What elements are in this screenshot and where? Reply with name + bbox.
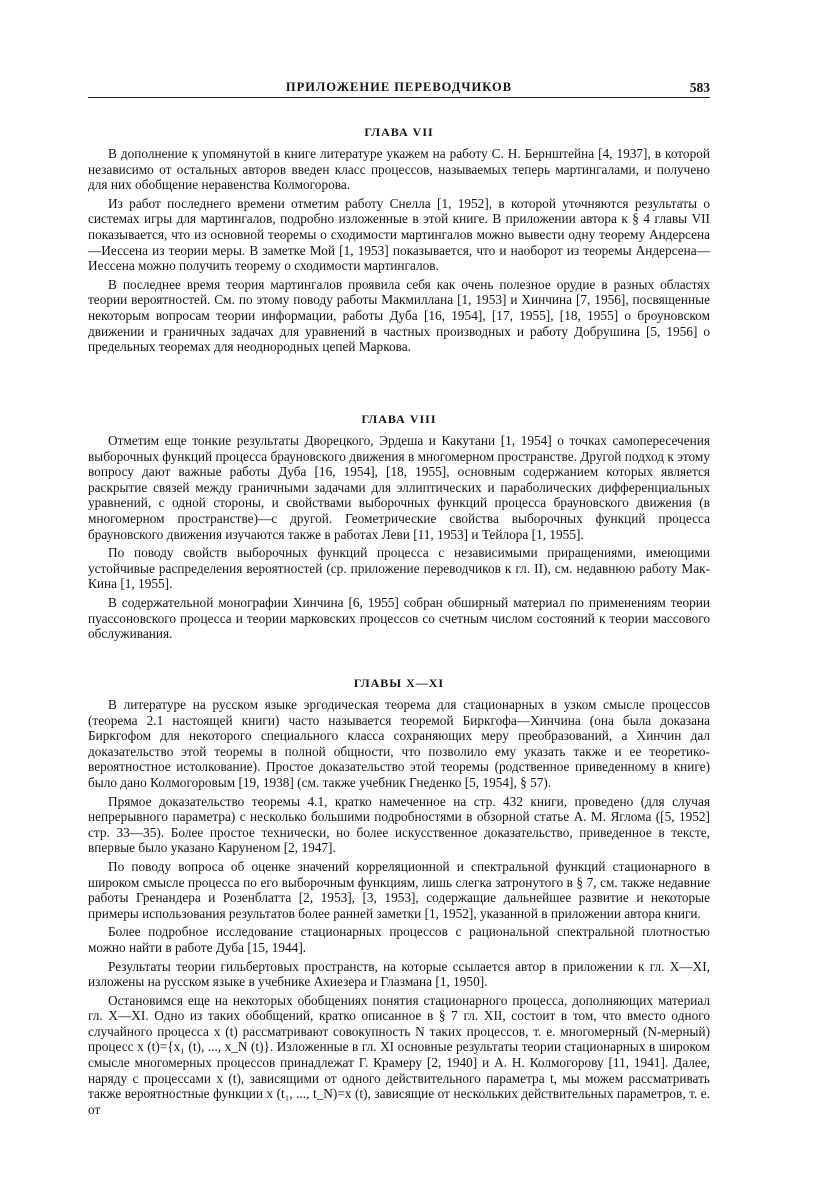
paragraph: По поводу свойств выборочных функций процесса с независимыми приращениями, имеющими устойчивые распределения вероятностей (ср. приложение переводчиков к гл. II), см. недавнюю работу Мак-Кина [1, 1955]. — [88, 545, 710, 592]
section-body — [88, 146, 710, 358]
paragraph: По поводу вопроса об оценке значений корреляционной и спектральной функций стационарного в широком смысле процесса по его выборочным функциям, лишь слегка затронутого в § 7, см. также недавние работы Гренандера и Розенблатта [2, 1953], [3, 1953], содержащие дальнейшее развитие и некоторые примеры использования результатов более ранней заметки [1, 1952], указанной в приложении автора книги. — [88, 858, 710, 921]
paragraph: Более подробное исследование стационарных процессов с рациональной спектральной плотностью можно найти в работе Дуба [15, 1944]. — [88, 924, 710, 955]
paragraph: Остановимся еще на некоторых обобщениях понятия стационарного процесса, дополняющих материал гл. X—XI. Одно из таких обобщений, кратко описанное в § 7 гл. XII, состоит в том, что вместо одного случайного процесса x (t) рассматривают совокупность N таких процессов, т. е. многомерный (N-мерный) процесс x (t)={x₁ (t), ..., x_N (t)}. Изложенные в гл. XI основные результаты теории стационарных в широком смысле многомерных процессов принадлежат Г. Крамеру [2, 1940] и А. Н. Колмогорову [11, 1941]. Далее, наряду с процессами x (t), зависящими от одного действительного параметра t, мы можем рассматривать также вероятностные функции x (t₁, ..., t_N)=x (t), зависящие от нескольких действительных параметров, т. е. от — [88, 992, 710, 1117]
paragraph: В литературе на русском языке эргодическая теорема для стационарных в узком смысле процессов (теорема 2.1 настоящей книги) часто называется теоремой Биркгофа—Хинчина (она была доказана Биркгофом для некоторого специального класса сохраняющих меру преобразований, а Хинчин дал доказательство этой теоремы в полной общности, что позволило ему указать также и ее теоретико-вероятностное истолкование). Простое доказательство этой теоремы (родственное приведенному в книге) было дано Колмогоровым [19, 1938] (см. также учебник Гнеденко [5, 1954], § 57). — [88, 697, 710, 790]
paragraph: Результаты теории гильбертовых пространств, на которые ссылается автор в приложении к гл. X—XI, изложены на русском языке в учебнике Ахиезера и Глазмана [1, 1950]. — [88, 958, 710, 990]
section-body — [88, 697, 710, 1120]
paragraph: Прямое доказательство теоремы 4.1, кратко намеченное на стр. 432 книги, проведено (для случая непрерывного параметра) с несколько большими подробностями в обзорной статье А. М. Яглома ([5, 1952] стр. 33—35). Более простое технически, но более искусственное доказательство, приведенное в тексте, впервые было указано Каруненом [2, 1947]. — [88, 793, 710, 856]
section-heading: ГЛАВА VIII — [361, 412, 437, 426]
section-body — [88, 433, 710, 645]
paragraph: В дополнение к упомянутой в книге литературе укажем на работу С. Н. Бернштейна [4, 1937], в которой независимо от остальных авторов введен класс процессов, называемых теперь мартингалами, и получено для них обобщение неравенства Колмогорова. — [88, 146, 710, 193]
running-head-title: ПРИЛОЖЕНИЕ ПЕРЕВОДЧИКОВ — [285, 80, 513, 94]
page-number: 583 — [689, 80, 710, 95]
paragraph: В содержательной монографии Хинчина [6, 1955] собран обширный материал по применениям теории пуассоновского процесса и теории марковских процессов со счетным числом состояний к теории массового обслуживания. — [88, 594, 710, 642]
section-heading: ГЛАВЫ X—XI — [353, 676, 445, 690]
paragraph: Из работ последнего времени отметим работу Снелла [1, 1952], в которой уточняются результаты о системах игры для мартингалов, подробно изложенные в этой книге. В приложении автора к § 4 главы VII показывается, что из основной теоремы о сходимости мартингалов можно вывести одну теорему Андерсена—Иессена из теории меры. В заметке Мой [1, 1953] показывается, что и наоборот из теоремы Андерсена—Иессена можно получить теорему о сходимости мартингалов. — [88, 195, 710, 274]
section-heading: ГЛАВА VII — [364, 125, 434, 139]
running-head — [88, 80, 710, 98]
paragraph: В последнее время теория мартингалов проявила себя как очень полезное орудие в разных областях теории вероятностей. См. по этому поводу работы Макмиллана [1, 1953] и Хинчина [7, 1956], посвященные некоторым вопросам теории информации, работы Дуба [16, 1954], [17, 1955], [18, 1955] о броуновском движении и граничных задачах для уравнений в частных производных и работу Добрушина [5, 1956] о предельных теоремах для неоднородных цепей Маркова. — [88, 276, 710, 355]
paragraph: Отметим еще тонкие результаты Дворецкого, Эрдеша и Какутани [1, 1954] о точках самопересечения выборочных функций процесса брауновского движения в многомерном пространстве. Другой подход к этому вопросу дают важные работы Дуба [16, 1954], [18, 1955], основным содержанием которых является раскрытие связей между граничными задачами для эллиптических и параболических дифференциальных уравнений, с одной стороны, и свойствами выборочных функций процесса брауновского движения (в многомерном пространстве)—с другой. Геометрические свойства выборочных функций процесса брауновского движения изучаются также в работах Леви [11, 1953] и Тейлора [1, 1955]. — [88, 433, 710, 542]
